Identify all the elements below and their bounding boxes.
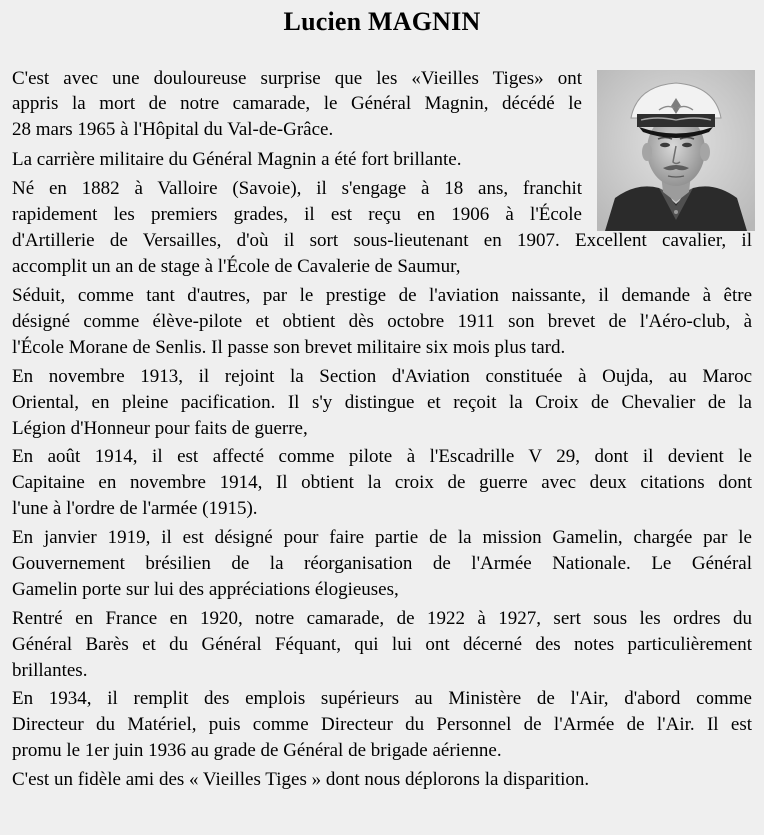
text-line: Oriental, en pleine pacification. Il s'y distingue et reçoit la Croix de Chevalier de la — [12, 392, 752, 413]
text-line: C'est un fidèle ami des « Vieilles Tiges » dont nous déplorons la disparition. — [12, 769, 590, 790]
text-line: promu le 1er juin 1936 au grade de Général de brigade aérienne. — [12, 740, 502, 761]
text-line: Capitaine en novembre 1914, Il obtient la croix de guerre avec deux citations dont — [12, 472, 752, 493]
text-line: Gamelin porte sur lui des appréciations élogieuses, — [12, 579, 399, 600]
text-line: Directeur du Matériel, puis comme Directeur du Personnel de l'Armée de l'Air. Il est — [12, 714, 752, 735]
text-line: 28 mars 1965 à l'Hôpital du Val-de-Grâce. — [12, 119, 334, 140]
text-line: Séduit, comme tant d'autres, par le prestige de l'aviation naissante, il demande à être — [12, 285, 752, 306]
text-line: En 1934, il remplit des emplois supérieurs au Ministère de l'Air, d'abord comme — [12, 688, 752, 709]
text-line: l'École Morane de Senlis. Il passe son brevet militaire six mois plus tard. — [12, 337, 566, 358]
text-line: Gouvernement brésilien de la réorganisation de l'Armée Nationale. Le Général — [12, 553, 752, 574]
text-line: l'une à l'ordre de l'armée (1915). — [12, 498, 258, 519]
portrait-photo — [597, 70, 755, 231]
text-line: Rentré en France en 1920, notre camarade, de 1922 à 1927, sert sous les ordres du — [12, 608, 752, 629]
text-line: En janvier 1919, il est désigné pour faire partie de la mission Gamelin, chargée par le — [12, 527, 752, 548]
text-line: En août 1914, il est affecté comme pilote à l'Escadrille V 29, dont il devient le — [12, 446, 752, 467]
text-line: appris la mort de notre camarade, le Général Magnin, décédé le — [12, 93, 582, 114]
text-line: C'est avec une douloureuse surprise que les «Vieilles Tiges» ont — [12, 68, 582, 89]
text-line: La carrière militaire du Général Magnin a été fort brillante. — [12, 149, 462, 170]
text-line: En novembre 1913, il rejoint la Section d'Aviation constituée à Oujda, au Maroc — [12, 366, 752, 387]
text-line: accomplit un an de stage à l'École de Cavalerie de Saumur, — [12, 256, 461, 277]
text-line: Général Barès et du Général Féquant, qui lui ont décerné des notes particulièrement — [12, 634, 752, 655]
text-line: Né en 1882 à Valloire (Savoie), il s'engage à 18 ans, franchit — [12, 178, 582, 199]
text-line: rapidement les premiers grades, il est reçu en 1906 à l'École — [12, 204, 582, 225]
page-title: Lucien MAGNIN — [283, 7, 481, 36]
text-line: Légion d'Honneur pour faits de guerre, — [12, 418, 308, 439]
text-line: désigné comme élève-pilote et obtient dès octobre 1911 son brevet de l'Aéro-club, à — [12, 311, 752, 332]
text-line: d'Artillerie de Versailles, d'où il sort sous-lieutenant en 1907. Excellent cavalier, il — [12, 230, 752, 251]
text-line: brillantes. — [12, 660, 88, 681]
